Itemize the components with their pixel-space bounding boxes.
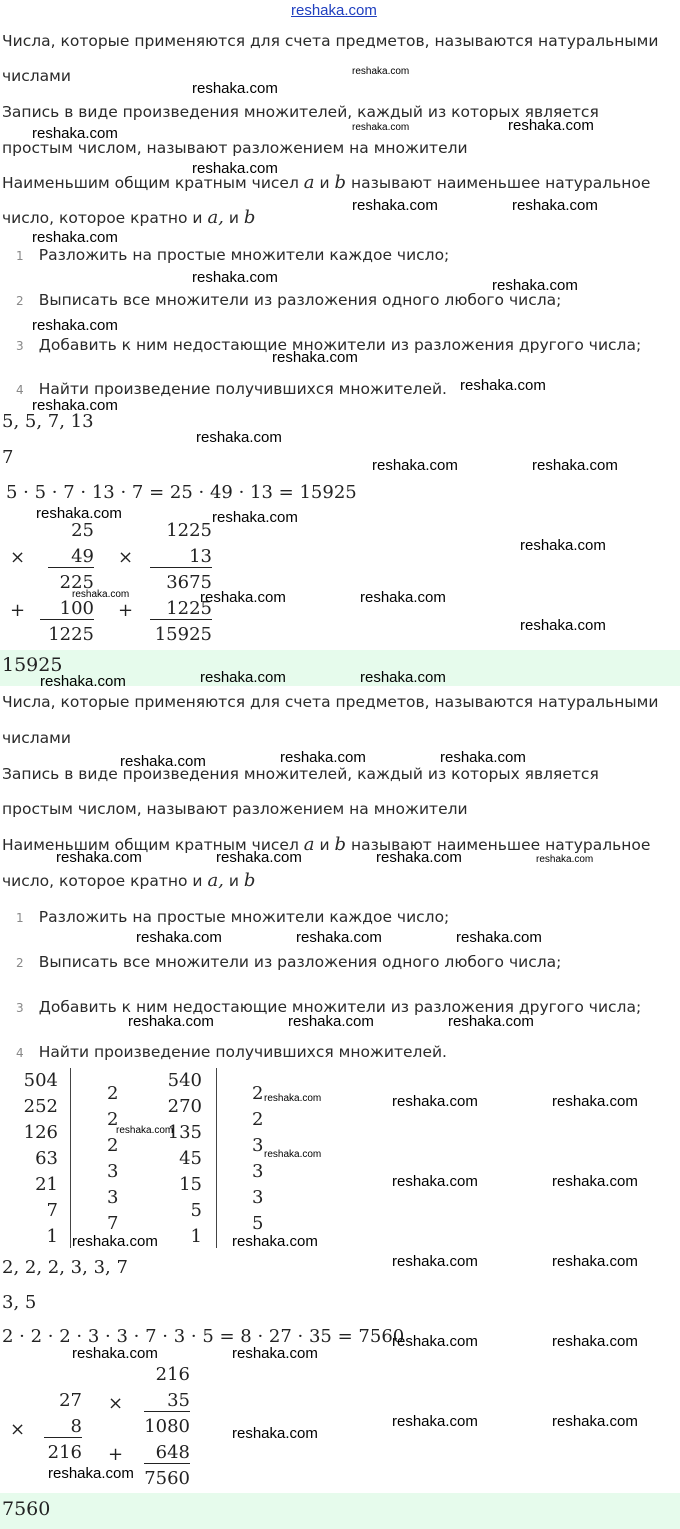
watermark: reshaka.com: [280, 749, 366, 766]
table-factor: 2: [252, 1083, 264, 1104]
watermark: reshaka.com: [552, 1333, 638, 1350]
watermark: reshaka.com: [520, 617, 606, 634]
watermark: reshaka.com: [360, 589, 446, 606]
watermark: reshaka.com: [192, 269, 278, 286]
watermark: reshaka.com: [392, 1413, 478, 1430]
watermark: reshaka.com: [128, 1013, 214, 1030]
table-number: 15: [179, 1174, 202, 1195]
table-number: 5: [190, 1200, 202, 1221]
answer-value: 7560: [2, 1498, 51, 1520]
op-add: +: [108, 1444, 124, 1465]
watermark: reshaka.com: [192, 160, 278, 177]
factors-first: 2, 2, 2, 3, 3, 7: [2, 1257, 128, 1278]
var-a: a,: [207, 870, 224, 891]
var-a: a: [303, 172, 315, 193]
watermark: reshaka.com: [552, 1173, 638, 1190]
table-number: 1: [190, 1226, 202, 1247]
factor-top: 25: [71, 520, 94, 541]
table-number: 7: [46, 1200, 58, 1221]
site-link[interactable]: reshaka.com: [291, 2, 377, 19]
watermark: reshaka.com: [72, 1345, 158, 1362]
table-factor: 2: [107, 1109, 119, 1130]
step-number: 2: [16, 956, 24, 970]
watermark: reshaka.com: [200, 669, 286, 686]
step-text: Выписать все множители из разложения одного любого числа;: [38, 291, 562, 309]
var-b: b: [243, 870, 256, 891]
step-text: Разложить на простые множители каждое число;: [38, 908, 450, 926]
table-factor: 3: [252, 1135, 264, 1156]
watermark: reshaka.com: [72, 589, 130, 600]
conj-and: и: [228, 872, 239, 890]
factors-second: 3, 5: [2, 1292, 37, 1313]
factor-bottom: 49: [48, 546, 94, 568]
table-factor: 2: [107, 1083, 119, 1104]
watermark: reshaka.com: [552, 1253, 638, 1270]
table-number: 1: [46, 1226, 58, 1247]
watermark: reshaka.com: [116, 1125, 174, 1136]
step-1: [16, 245, 449, 264]
step-text: Разложить на простые множители каждое число;: [38, 246, 450, 264]
step-text: Добавить к ним недостающие множители из разложения другого числа;: [38, 998, 642, 1016]
def-lcm-text2: называют наименьшее натуральное: [350, 836, 651, 854]
table-factor: 5: [252, 1213, 264, 1234]
watermark: reshaka.com: [48, 1465, 134, 1482]
watermark: reshaka.com: [32, 125, 118, 142]
factor-top: 216: [155, 1364, 190, 1385]
step-text: Найти произведение получившихся множителей.: [38, 1043, 447, 1061]
watermark: reshaka.com: [36, 505, 122, 522]
step-number: 1: [16, 911, 24, 925]
def-lcm-line2: [2, 870, 255, 891]
watermark: reshaka.com: [232, 1345, 318, 1362]
step-number: 2: [16, 294, 24, 308]
watermark: reshaka.com: [72, 1233, 158, 1250]
watermark: reshaka.com: [352, 197, 438, 214]
table-factor: 3: [107, 1187, 119, 1208]
sum-result: 15925: [154, 624, 212, 645]
step-text: Найти произведение получившихся множителей.: [38, 380, 447, 398]
table-factor: 3: [107, 1161, 119, 1182]
watermark: reshaka.com: [296, 929, 382, 946]
watermark: reshaka.com: [508, 117, 594, 134]
table-factor: 7: [107, 1213, 119, 1234]
divider-line: [70, 1068, 71, 1248]
factors-first: 5, 5, 7, 13: [2, 411, 94, 432]
watermark: reshaka.com: [392, 1253, 478, 1270]
watermark: reshaka.com: [288, 1013, 374, 1030]
partial-shifted: 648: [144, 1442, 190, 1464]
watermark: reshaka.com: [32, 397, 118, 414]
def-factorization-line1: Запись в виде произведения множителей, каждый из которых является: [2, 765, 599, 783]
watermark: reshaka.com: [392, 1093, 478, 1110]
step-text: Выписать все множители из разложения одного любого числа;: [38, 953, 562, 971]
var-b: b: [334, 172, 347, 193]
table-number: 504: [23, 1070, 58, 1091]
def-lcm-text2: называют наименьшее натуральное: [350, 174, 651, 192]
op-multiply: ×: [108, 1393, 124, 1414]
op-multiply: ×: [10, 1419, 26, 1440]
step-number: 3: [16, 1001, 24, 1015]
table-number: 63: [35, 1148, 58, 1169]
table-number: 252: [23, 1096, 58, 1117]
factor-top: 1225: [166, 520, 212, 541]
watermark: reshaka.com: [264, 1093, 322, 1104]
var-a: a,: [207, 207, 224, 228]
def-natural-line2: числами: [2, 67, 71, 85]
watermark: reshaka.com: [372, 457, 458, 474]
sum-result: 7560: [144, 1468, 190, 1489]
conj-and: и: [319, 174, 330, 192]
partial-product: 225: [59, 572, 94, 593]
answer-value: 15925: [2, 654, 63, 676]
watermark: reshaka.com: [192, 80, 278, 97]
factor-bottom: 8: [44, 1416, 82, 1438]
watermark: reshaka.com: [200, 589, 286, 606]
partial-shifted: 100: [40, 598, 94, 620]
watermark: reshaka.com: [32, 317, 118, 334]
step-4: [16, 1042, 447, 1061]
table-number: 126: [23, 1122, 58, 1143]
def-lcm-text1: Наименьшим общим кратным чисел: [2, 174, 299, 192]
step-1: [16, 907, 449, 926]
def-factorization-line1: Запись в виде произведения множителей, каждый из которых является: [2, 103, 599, 121]
partial-product: 1080: [144, 1416, 190, 1437]
watermark: reshaka.com: [56, 849, 142, 866]
watermark: reshaka.com: [552, 1093, 638, 1110]
op-add: +: [10, 600, 26, 621]
op-multiply: ×: [118, 547, 134, 568]
op-add: +: [118, 600, 134, 621]
step-4: [16, 379, 447, 398]
def-lcm-text3: число, которое кратно и: [2, 209, 203, 227]
divider-line: [216, 1068, 217, 1248]
product-equation: 2 · 2 · 2 · 3 · 3 · 7 · 3 · 5 = 8 · 27 · 35 = 7560: [2, 1326, 405, 1347]
def-factorization-line2: простым числом, называют разложением на множители: [2, 800, 468, 818]
table-factor: 2: [252, 1109, 264, 1130]
step-2: [16, 290, 561, 309]
table-number: 21: [35, 1174, 58, 1195]
watermark: reshaka.com: [272, 349, 358, 366]
watermark: reshaka.com: [512, 197, 598, 214]
watermark: reshaka.com: [196, 429, 282, 446]
partial-shifted: 1225: [150, 598, 212, 620]
table-number: 540: [167, 1070, 202, 1091]
var-a: a: [303, 834, 315, 855]
partial-product: 3675: [166, 572, 212, 593]
table-factor: 2: [107, 1135, 119, 1156]
watermark: reshaka.com: [352, 122, 410, 133]
def-lcm-text3: число, которое кратно и: [2, 872, 203, 890]
step-number: 4: [16, 383, 24, 397]
def-factorization-line2: простым числом, называют разложением на множители: [2, 139, 468, 157]
conj-and: и: [228, 209, 239, 227]
var-b: b: [334, 834, 347, 855]
watermark: reshaka.com: [456, 929, 542, 946]
watermark: reshaka.com: [392, 1333, 478, 1350]
step-number: 3: [16, 339, 24, 353]
var-b: b: [243, 207, 256, 228]
watermark: reshaka.com: [212, 509, 298, 526]
watermark: reshaka.com: [376, 849, 462, 866]
factor-bottom: 35: [144, 1390, 190, 1412]
product-equation: 5 · 5 · 7 · 13 · 7 = 25 · 49 · 13 = 15925: [6, 482, 357, 503]
table-factor: 3: [252, 1161, 264, 1182]
def-lcm-text1: Наименьшим общим кратным чисел: [2, 836, 299, 854]
watermark: reshaka.com: [440, 749, 526, 766]
watermark: reshaka.com: [492, 277, 578, 294]
table-factor: 3: [252, 1187, 264, 1208]
step-number: 1: [16, 249, 24, 263]
watermark: reshaka.com: [392, 1173, 478, 1190]
watermark: reshaka.com: [40, 673, 126, 690]
def-lcm-line1: [2, 172, 650, 193]
watermark: reshaka.com: [32, 229, 118, 246]
def-natural-line1: Числа, которые применяются для счета предметов, называются натуральными: [2, 693, 659, 711]
watermark: reshaka.com: [532, 457, 618, 474]
op-multiply: ×: [10, 547, 26, 568]
factor-top: 27: [59, 1390, 82, 1411]
watermark: reshaka.com: [136, 929, 222, 946]
watermark: reshaka.com: [216, 849, 302, 866]
table-number: 45: [179, 1148, 202, 1169]
watermark: reshaka.com: [232, 1425, 318, 1442]
factor-bottom: 13: [150, 546, 212, 568]
def-lcm-line2: [2, 207, 255, 228]
step-2: [16, 952, 561, 971]
watermark: reshaka.com: [232, 1233, 318, 1250]
watermark: reshaka.com: [552, 1413, 638, 1430]
watermark: reshaka.com: [536, 854, 594, 865]
watermark: reshaka.com: [352, 66, 410, 77]
watermark: reshaka.com: [264, 1149, 322, 1160]
factors-second: 7: [2, 447, 14, 468]
answer-box: [0, 1493, 680, 1529]
conj-and: и: [319, 836, 330, 854]
table-number: 270: [167, 1096, 202, 1117]
watermark: reshaka.com: [448, 1013, 534, 1030]
step-text: Добавить к ним недостающие множители из разложения другого числа;: [38, 336, 642, 354]
watermark: reshaka.com: [360, 669, 446, 686]
watermark: reshaka.com: [120, 753, 206, 770]
def-natural-line2: числами: [2, 729, 71, 747]
sum-result: 1225: [48, 624, 94, 645]
product-result: 216: [47, 1442, 82, 1463]
table-number: 135: [167, 1122, 202, 1143]
step-number: 4: [16, 1046, 24, 1060]
def-natural-line1: Числа, которые применяются для счета предметов, называются натуральными: [2, 32, 659, 50]
watermark: reshaka.com: [460, 377, 546, 394]
watermark: reshaka.com: [520, 537, 606, 554]
